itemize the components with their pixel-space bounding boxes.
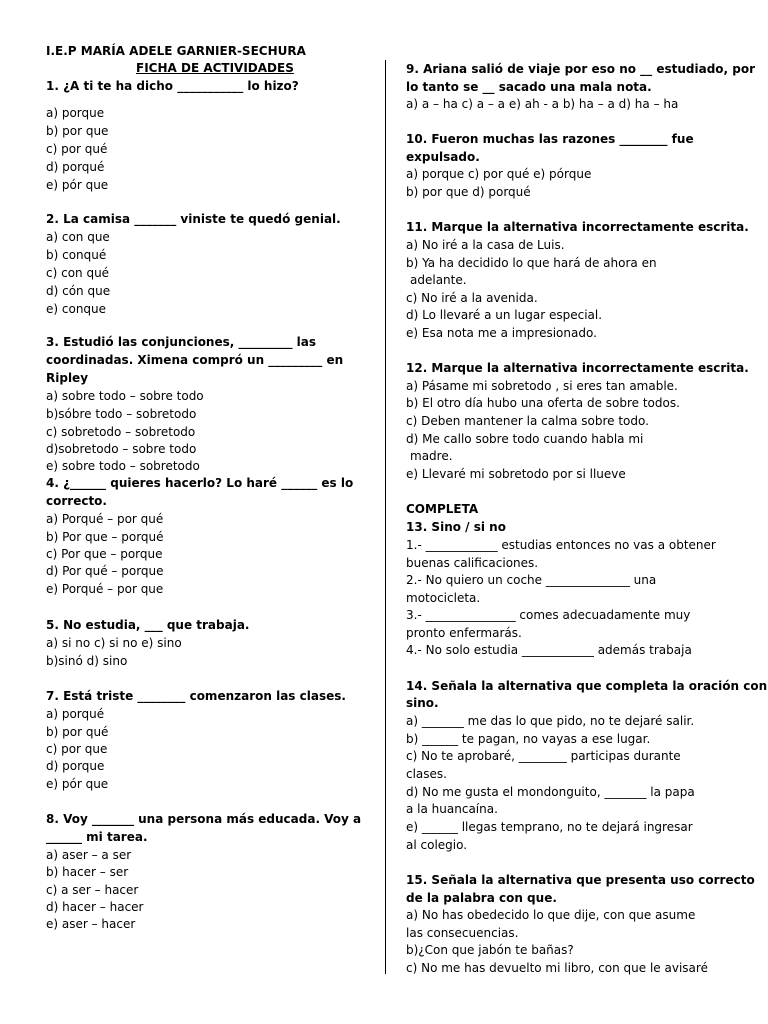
left-column-line: 1. ¿A ti te ha dicho ___________ lo hizo? <box>46 79 299 93</box>
right-column-line: 3.- _______________ comes adecuadamente muy <box>406 608 691 622</box>
left-column-line: a) porqué <box>46 707 105 721</box>
left-column-line: 4. ¿______ quieres hacerlo? Lo haré ______ es lo <box>46 476 354 490</box>
left-column-line: d) porque <box>46 759 105 773</box>
right-column-line: pronto enfermarás. <box>406 626 522 640</box>
column-divider <box>385 60 386 974</box>
right-column-line: b) ______ te pagan, no vayas a ese lugar. <box>406 732 651 746</box>
right-column-line: d) Me callo sobre todo cuando habla mi <box>406 432 644 446</box>
left-column-line: e) pór que <box>46 178 109 192</box>
right-column-line: 14. Señala la alternativa que completa la oración con <box>406 679 768 693</box>
right-column-line: b)¿Con que jabón te bañas? <box>406 943 574 957</box>
right-column-line: a) No has obedecido lo que dije, con que asume <box>406 908 696 922</box>
left-column-line: b) hacer – ser <box>46 865 129 879</box>
right-column-line: madre. <box>410 449 453 463</box>
left-column-line: a) con que <box>46 230 110 244</box>
right-column-line: e) Llevaré mi sobretodo por si llueve <box>406 467 626 481</box>
right-column-line: e) ______ llegas temprano, no te dejará ingresar <box>406 820 693 834</box>
school-name: I.E.P MARÍA ADELE GARNIER-SECHURA <box>46 44 306 58</box>
right-column-line: 1.- ____________ estudias entonces no vas a obtener <box>406 538 716 552</box>
right-column-line: e) Esa nota me a impresionado. <box>406 326 597 340</box>
right-column-line: sino. <box>406 696 439 710</box>
right-column-line: a) Pásame mi sobretodo , si eres tan amable. <box>406 379 678 393</box>
right-column-line: c) No iré a la avenida. <box>406 291 538 305</box>
right-column-line: lo tanto se __ sacado una mala nota. <box>406 80 652 94</box>
right-column-line: b) Ya ha decidido lo que hará de ahora en <box>406 256 657 270</box>
left-column-line: c) con qué <box>46 266 110 280</box>
right-column-line: d) Lo llevaré a un lugar especial. <box>406 308 603 322</box>
left-column-line: c) por que <box>46 742 108 756</box>
right-column-line: c) Deben mantener la calma sobre todo. <box>406 414 649 428</box>
left-column-line: a) Porqué – por qué <box>46 512 164 526</box>
left-column-line: d) cón que <box>46 284 111 298</box>
right-column-line: de la palabra con que. <box>406 891 557 905</box>
left-column-line: b) por que <box>46 124 109 138</box>
right-column-line: 10. Fueron muchas las razones ________ fue <box>406 132 694 146</box>
left-column-line: d) Por qué – porque <box>46 564 164 578</box>
left-column-line: b) Por que – porqué <box>46 530 164 544</box>
right-column-line: c) No te aprobaré, ________ participas durante <box>406 749 681 763</box>
left-column-line: correcto. <box>46 494 107 508</box>
right-column-line: c) No me has devuelto mi libro, con que le avisaré <box>406 961 708 975</box>
left-column-line: b)sinó d) sino <box>46 654 128 668</box>
left-column-line: e) conque <box>46 302 107 316</box>
right-column-line: 12. Marque la alternativa incorrectamente escrita. <box>406 361 749 375</box>
left-column-line: 7. Está triste ________ comenzaron las clases. <box>46 689 346 703</box>
left-column-line: 3. Estudió las conjunciones, _________ las <box>46 335 317 349</box>
right-column-line: b) por que d) porqué <box>406 185 531 199</box>
left-column-line: 5. No estudia, ___ que trabaja. <box>46 618 250 632</box>
right-column-line: las consecuencias. <box>406 926 519 940</box>
right-column-line: 15. Señala la alternativa que presenta uso correcto <box>406 873 755 887</box>
left-column-line: Ripley <box>46 371 89 385</box>
right-column-line: d) No me gusta el mondonguito, _______ la papa <box>406 785 695 799</box>
right-column-line: b) El otro día hubo una oferta de sobre todos. <box>406 396 680 410</box>
left-column-line: e) pór que <box>46 777 109 791</box>
left-column-line: e) aser – hacer <box>46 917 136 931</box>
left-column-line: ______ mi tarea. <box>46 830 148 844</box>
left-column-line: b) por qué <box>46 725 109 739</box>
left-column-line: b)sóbre todo – sobretodo <box>46 407 197 421</box>
left-column-line: a) aser – a ser <box>46 848 132 862</box>
right-column-line: 13. Sino / si no <box>406 520 506 534</box>
right-column-line: a) No iré a la casa de Luis. <box>406 238 565 252</box>
right-column-line: 4.- No solo estudia ____________ además trabaja <box>406 643 692 657</box>
worksheet-title: FICHA DE ACTIVIDADES <box>136 61 294 75</box>
left-column-line: a) sobre todo – sobre todo <box>46 389 204 403</box>
right-column-line: buenas calificaciones. <box>406 556 539 570</box>
left-column-line: d)sobretodo – sobre todo <box>46 442 197 456</box>
right-column-line: a) a – ha c) a – a e) ah - a b) ha – a d) ha – ha <box>406 97 679 111</box>
left-column-line: 8. Voy _______ una persona más educada. Voy a <box>46 812 362 826</box>
left-column-line: d) porqué <box>46 160 105 174</box>
left-column-line: c) Por que – porque <box>46 547 163 561</box>
left-column-line: d) hacer – hacer <box>46 900 144 914</box>
left-column-line: c) a ser – hacer <box>46 883 139 897</box>
left-column-line: e) Porqué – por que <box>46 582 164 596</box>
right-column-line: motocicleta. <box>406 591 481 605</box>
right-column-line: 9. Ariana salió de viaje por eso no __ estudiado, por <box>406 62 756 76</box>
left-column-line: a) si no c) si no e) sino <box>46 636 182 650</box>
right-column-line: a la huancaína. <box>406 802 498 816</box>
left-column-line: 2. La camisa _______ viniste te quedó genial. <box>46 212 341 226</box>
left-column-line: a) porque <box>46 106 105 120</box>
left-column-line: b) conqué <box>46 248 107 262</box>
left-column-line: coordinadas. Ximena compró un _________ en <box>46 353 344 367</box>
right-column-line: a) _______ me das lo que pido, no te dejaré salir. <box>406 714 695 728</box>
right-column-line: 11. Marque la alternativa incorrectamente escrita. <box>406 220 749 234</box>
right-column-line: expulsado. <box>406 150 480 164</box>
right-column-line: 2.- No quiero un coche ______________ una <box>406 573 657 587</box>
right-column-line: adelante. <box>410 273 467 287</box>
left-column-line: c) sobretodo – sobretodo <box>46 425 196 439</box>
left-column-line: c) por qué <box>46 142 108 156</box>
right-column-line: al colegio. <box>406 838 468 852</box>
right-column-line: clases. <box>406 767 447 781</box>
left-column-line: e) sobre todo – sobretodo <box>46 459 200 473</box>
right-column-line: a) porque c) por qué e) pórque <box>406 167 592 181</box>
right-column-line: COMPLETA <box>406 502 479 516</box>
